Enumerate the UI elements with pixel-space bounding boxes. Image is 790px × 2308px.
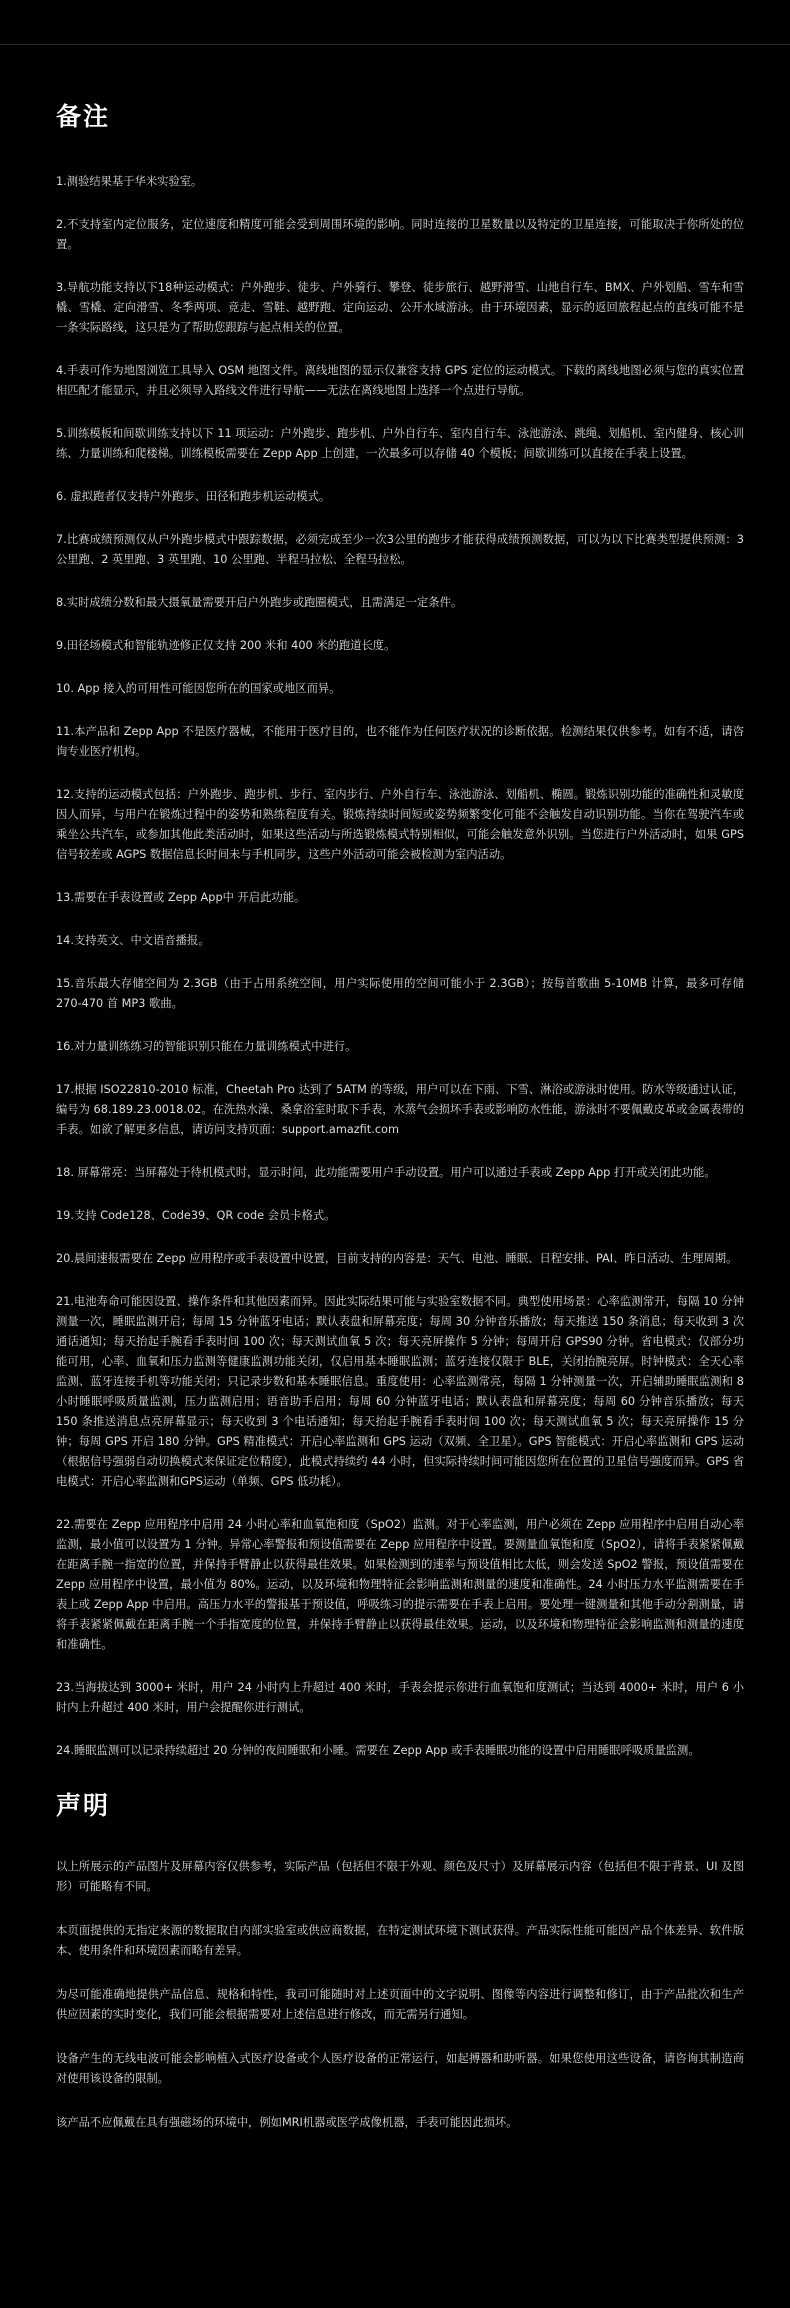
note-item: 3.导航功能支持以下18种运动模式：户外跑步、徒步、户外骑行、攀登、徒步旅行、越野滑雪、山地自行车、BMX、户外划船、雪车和雪橇、雪橇、定向滑雪、冬季两项、竞走、雪鞋、越野跑、定向运动、公开水域游泳。由于环境因素，显示的返回旅程起点的直线可能不是一条实际路线，这只是为了帮助您跟踪与起点相关的位置。 [56,281,744,334]
note-item: 17.根据 ISO22810-2010 标准，Cheetah Pro 达到了 5ATM 的等级，用户可以在下雨、下雪、淋浴或游泳时使用。防水等级通过认证，编号为 68.189.23.0018.02。在洗热水澡、桑拿浴室时取下手表，水蒸气会损坏手表或影响防水性能，游泳时不要佩戴皮革或金属表带的手表。如欲了解更多信息，请访问支持页面：support.amazfit.com [56,1083,744,1136]
note-item: 18. 屏幕常亮：当屏幕处于待机模式时，显示时间，此功能需要用户手动设置。用户可以通过手表或 Zepp App 打开或关闭此功能。 [56,1166,716,1179]
disclaimer-paragraphs [56,1857,744,2133]
note-item: 9.田径场模式和智能轨迹修正仅支持 200 米和 400 米的跑道长度。 [56,639,396,652]
disclaimer-heading: 声明 [56,1791,111,1820]
note-item: 7.比赛成绩预测仅从户外跑步模式中跟踪数据，必须完成至少一次3公里的跑步才能获得成绩预测数据，可以为以下比赛类型提供预测：3 公里跑、2 英里跑、3 英里跑、10 公里跑、半程马拉松、全程马拉松。 [56,533,744,566]
note-item: 8.实时成绩分数和最大摄氧量需要开启户外跑步或跑圈模式，且需满足一定条件。 [56,596,463,609]
disclaimer-paragraph: 本页面提供的无指定来源的数据取自内部实验室或供应商数据，在特定测试环境下测试获得。产品实际性能可能因产品个体差异、软件版本、使用条件和环境因素而略有差异。 [56,1924,744,1957]
note-item: 15.音乐最大存储空间为 2.3GB（由于占用系统空间，用户实际使用的空间可能小于 2.3GB）；按每首歌曲 5-10MB 计算，最多可存储 270-470 首 MP3 歌曲。 [56,977,744,1010]
note-item: 24.睡眠监测可以记录持续超过 20 分钟的夜间睡眠和小睡。需要在 Zepp App 或手表睡眠功能的设置中启用睡眠呼吸质量监测。 [56,1744,700,1757]
note-item: 21.电池寿命可能因设置、操作条件和其他因素而异。因此实际结果可能与实验室数据不同。典型使用场景：心率监测常开，每隔 10 分钟测量一次，睡眠监测开启；每周 15 分钟蓝牙电话；默认表盘和屏幕亮度；每周 30 分钟音乐播放；每天推送 150 条消息；每天收到 3 次通话通知；每天抬起手腕看手表时间 100 次；每天测试血氧 5 次；每天亮屏操作 5 分钟；每周开启 GPS90 分钟。省电模式：仅部分功能可用，心率、血氧和压力监测等健康监测功能关闭，仅启用基本睡眠监测；蓝牙连接仅限于 BLE，关闭抬腕亮屏。时钟模式：全天心率监测、蓝牙连接手机等功能关闭；只记录步数和基本睡眠信息。重度使用：心率监测常亮，每隔 1 分钟测量一次，开启辅助睡眠监测和 8 小时睡眠呼吸质量监测，压力监测启用；语音助手启用；每周 60 分钟蓝牙电话；默认表盘和屏幕亮度；每周 60 分钟音乐播放；每天 150 条推送消息点亮屏幕显示；每天收到 3 个电话通知；每天抬起手腕看手表时间 100 次；每天测试血氧 5 次；每天亮屏操作 15 分钟；每周 GPS 开启 180 分钟。GPS 精准模式：开启心率监测和 GPS 运动（双频、全卫星）。GPS 智能模式：开启心率监测和 GPS 运动（根据信号强弱自动切换模式来保证定位精度），此模式持续约 44 小时，但实际持续时间可能因您所在位置的卫星信号强度而异。GPS 省电模式：开启心率监测和GPS运动（单频、GPS 低功耗）。 [56,1295,744,1488]
note-item: 5.训练模板和间歇训练支持以下 11 项运动：户外跑步、跑步机、户外自行车、室内自行车、泳池游泳、跳绳、划船机、室内健身、核心训练、力量训练和爬楼梯。训练模板需要在 Zepp App 上创建，一次最多可以存储 40 个模板；间歇训练可以直接在手表上设置。 [56,427,744,460]
note-item: 2.不支持室内定位服务，定位速度和精度可能会受到周围环境的影响。同时连接的卫星数量以及特定的卫星连接，可能取决于你所处的位置。 [56,218,744,251]
note-item: 23.当海拔达到 3000+ 米时，用户 24 小时内上升超过 400 米时，手表会提示你进行血氧饱和度测试；当达到 4000+ 米时，用户 6 小时内上升超过 400 米时，用户会提醒你进行测试。 [56,1681,744,1714]
notes-page [56,100,744,2157]
disclaimer-paragraph: 以上所展示的产品图片及屏幕内容仅供参考，实际产品（包括但不限于外观、颜色及尺寸）及屏幕展示内容（包括但不限于背景、UI 及图形）可能略有不同。 [56,1860,744,1893]
note-item: 22.需要在 Zepp 应用程序中启用 24 小时心率和血氧饱和度（SpO2）监测。对于心率监测，用户必须在 Zepp 应用程序中启用自动心率监测，最小值可以设置为 1 分钟。异常心率警报和预设值需要在 Zepp 应用程序中设置。要测量血氧饱和度（SpO2），请将手表紧紧佩戴在距离手腕一指宽的位置，并保持手臂静止以获得最佳效果。如果检测到的速率与预设值相比太低，则会发送 SpO2 警报，预设值需要在 Zepp 应用程序中设置，最小值为 80%。运动，以及环境和物理特征会影响监测和测量的速度和准确性。24 小时压力水平监测需要在手表上或 Zepp App 中启用。高压力水平的警报基于预设值，呼吸练习的提示需要在手表上启用。要处理一键测量和其他手动分割测量，请将手表紧紧佩戴在距离手腕一个手指宽度的位置，并保持手臂静止以获得最佳效果。运动，以及环境和物理特征会影响监测和测量的速度和准确性。 [56,1518,744,1651]
disclaimer-paragraph: 设备产生的无线电波可能会影响植入式医疗设备或个人医疗设备的正常运行，如起搏器和助听器。如果您使用这些设备，请咨询其制造商对使用该设备的限制。 [56,2052,744,2085]
note-item: 20.晨间速报需要在 Zepp 应用程序或手表设置中设置，目前支持的内容是：天气、电池、睡眠、日程安排、PAI、昨日活动、生理周期。 [56,1252,738,1265]
top-divider [0,44,790,45]
note-item: 16.对力量训练练习的智能识别只能在力量训练模式中进行。 [56,1040,357,1053]
note-item: 11.本产品和 Zepp App 不是医疗器械，不能用于医疗目的，也不能作为任何医疗状况的诊断依据。检测结果仅供参考。如有不适，请咨询专业医疗机构。 [56,725,744,758]
note-item: 6. 虚拟跑者仅支持户外跑步、田径和跑步机运动模式。 [56,490,331,503]
note-item: 13.需要在手表设置或 Zepp App中 开启此功能。 [56,891,306,904]
note-item: 10. App 接入的可用性可能因您所在的国家或地区而异。 [56,682,341,695]
notes-heading: 备注 [56,102,111,131]
notes-section [56,100,744,1761]
note-item: 1.测验结果基于华米实验室。 [56,175,203,188]
note-item: 12.支持的运动模式包括：户外跑步、跑步机、步行、室内步行、户外自行车、泳池游泳、划船机、椭圆。锻炼识别功能的准确性和灵敏度因人而异，与用户在锻炼过程中的姿势和熟练程度有关。锻炼持续时间短或姿势频繁变化可能不会触发自动识别功能。当你在驾驶汽车或乘坐公共汽车，或参加其他此类活动时，如果这些活动与所选锻炼模式特别相似，可能会触发意外识别。当您进行户外活动时，如果 GPS 信号较差或 AGPS 数据信息长时间未与手机同步，这些户外活动可能会被检测为室内活动。 [56,788,744,861]
disclaimer-paragraph: 该产品不应佩戴在具有强磁场的环境中，例如MRI机器或医学成像机器，手表可能因此损坏。 [56,2116,518,2129]
note-item: 19.支持 Code128、Code39、QR code 会员卡格式。 [56,1209,336,1222]
note-item: 4.手表可作为地图浏览工具导入 OSM 地图文件。离线地图的显示仅兼容支持 GPS 定位的运动模式。下载的离线地图必须与您的真实位置相匹配才能显示，并且必须导入路线文件进行导航——无法在离线地图上选择一个点进行导航。 [56,364,744,397]
notes-list [56,172,744,1761]
disclaimer-paragraph: 为尽可能准确地提供产品信息、规格和特性，我司可能随时对上述页面中的文字说明、图像等内容进行调整和修订，由于产品批次和生产供应因素的实时变化，我们可能会根据需要对上述信息进行修改，而无需另行通知。 [56,1988,744,2021]
note-item: 14.支持英文、中文语音播报。 [56,934,210,947]
disclaimer-section [56,1789,744,2133]
